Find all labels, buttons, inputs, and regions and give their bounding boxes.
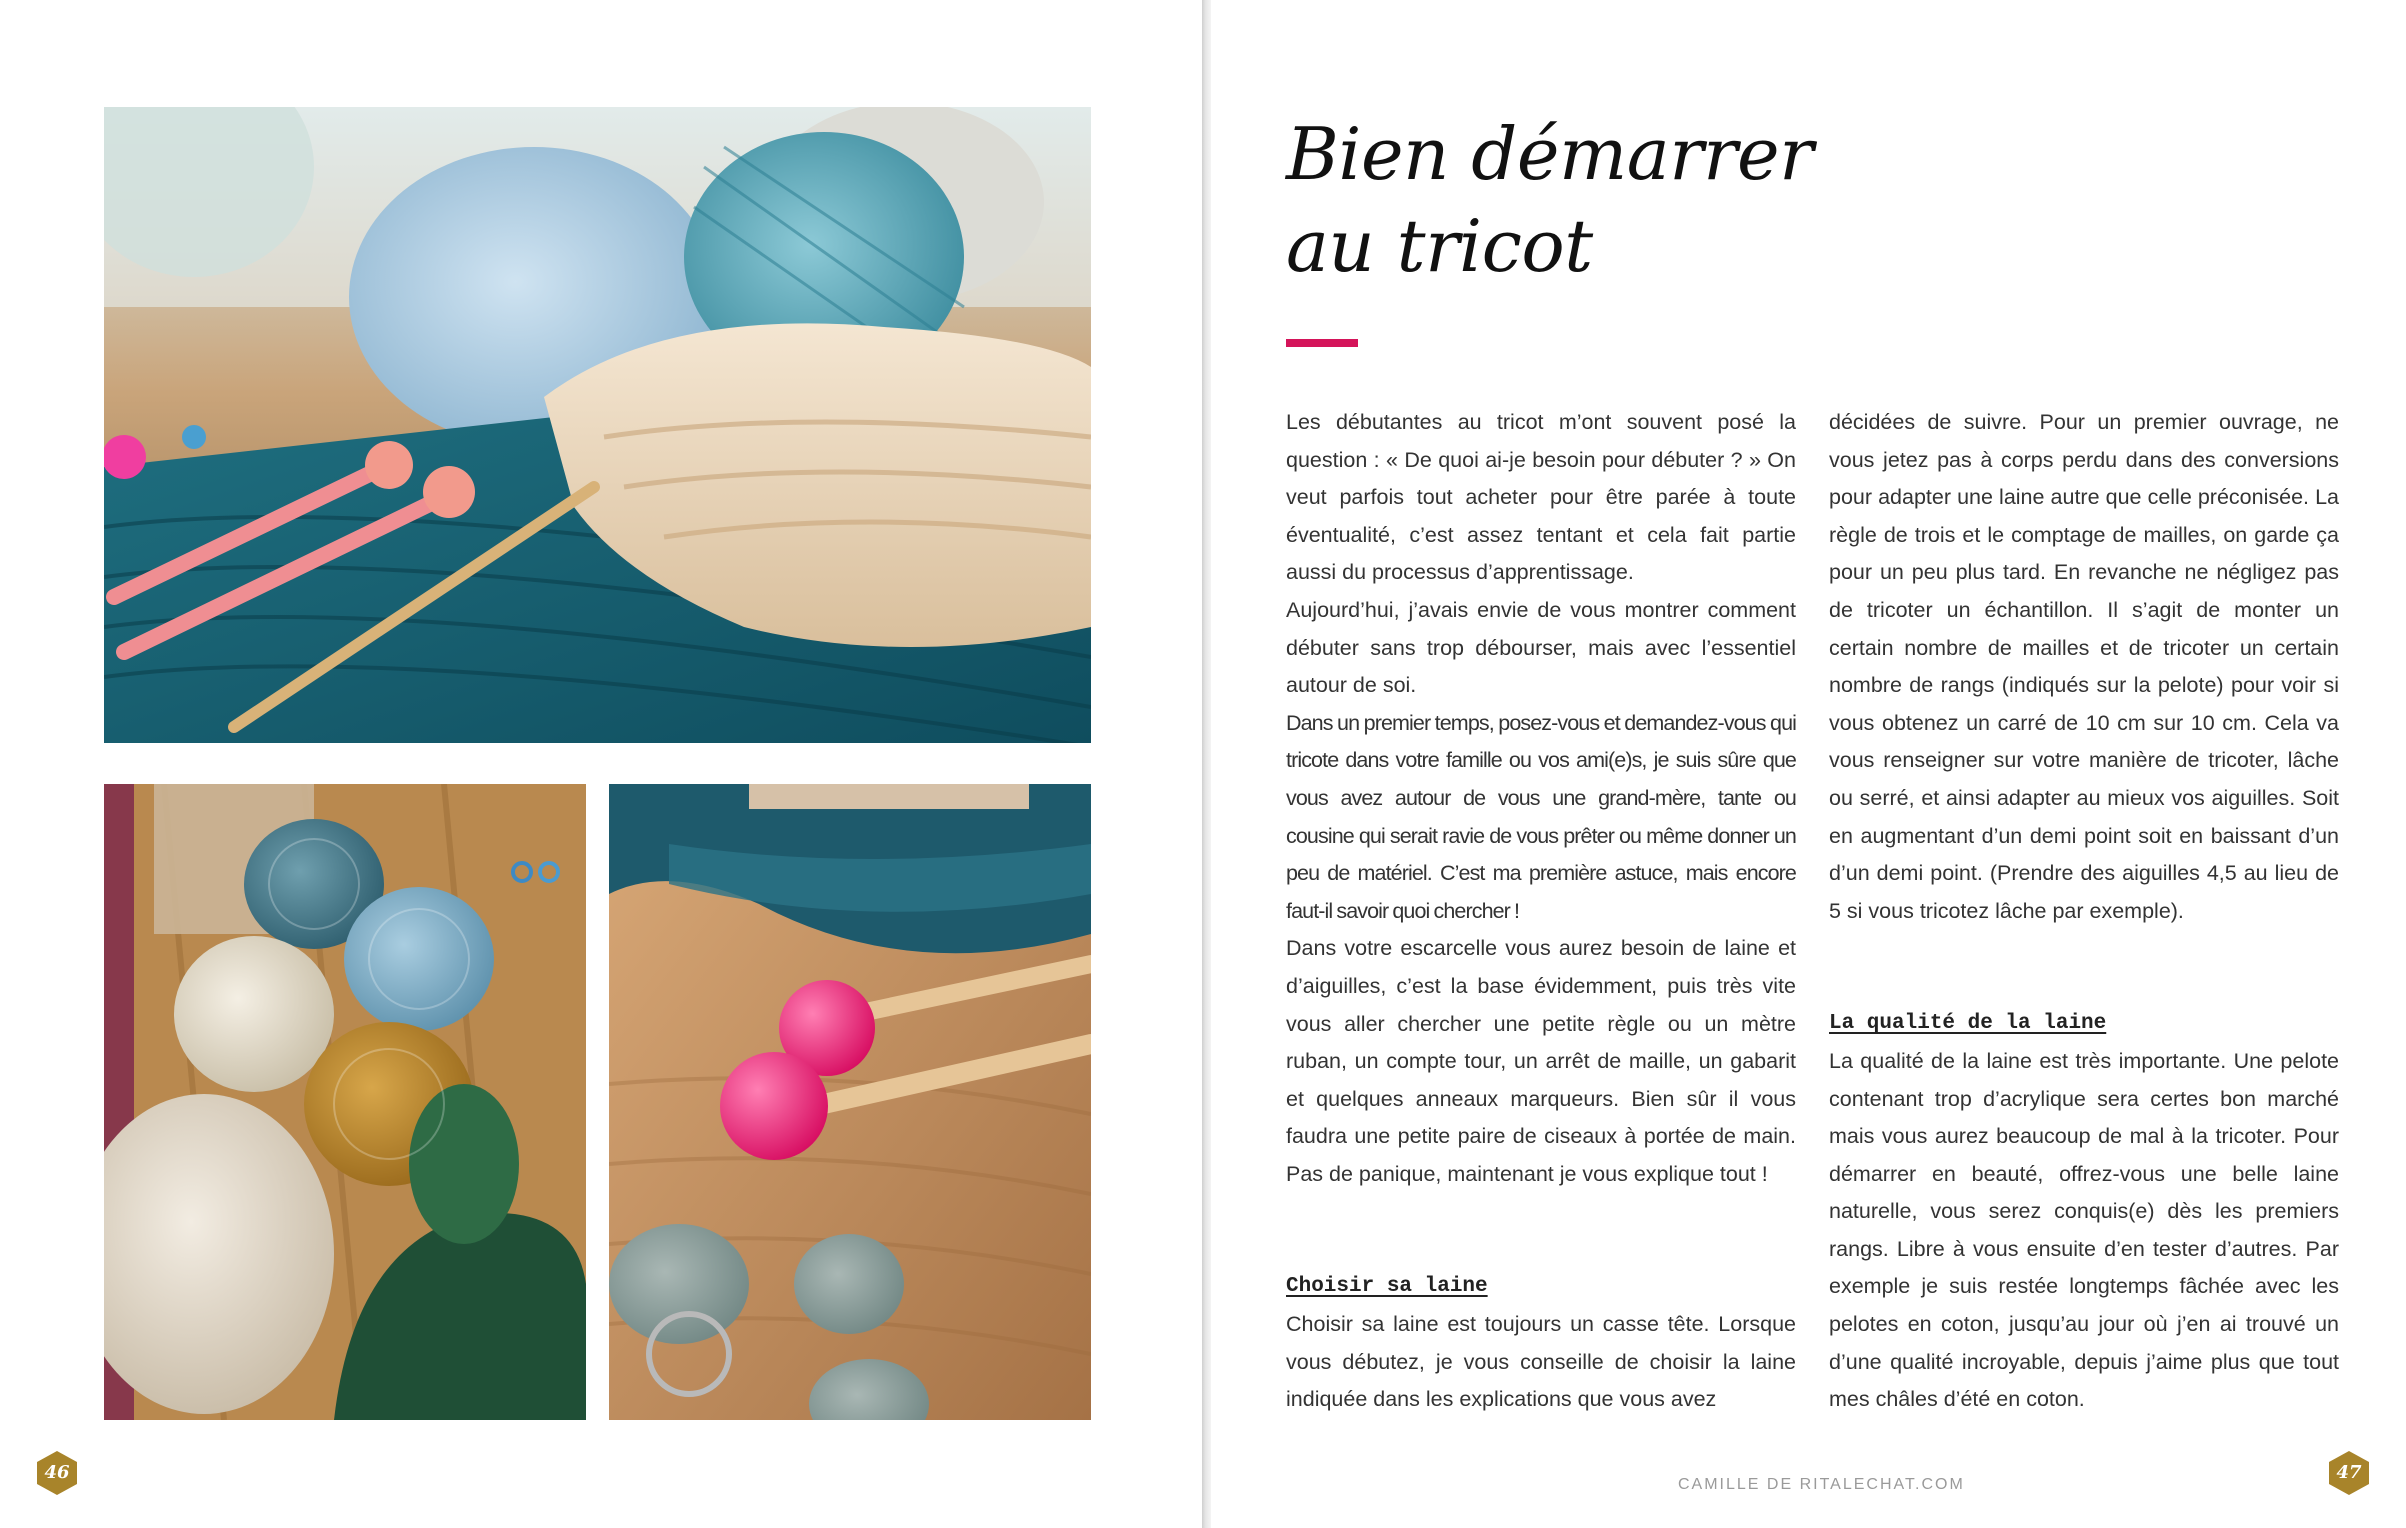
section-heading-qualite: La qualité de la laine (1829, 1012, 2107, 1036)
section2-text: La qualité de la laine est très importante. Une pelote contenant trop d’acrylique sera certes bon marché mais vous aurez beaucoup de mal à la tricoter. Pour démarrer en beauté, offrez-vous une belle laine naturelle, vous serez conquis(e) dès les premiers rangs. Libre à vous ensuite d’en tester d’autres. Par exemple je suis restée longtemps fâchée avec les pelotes en coton, jusqu’au jour où j’en ai trouvé un d’une qualité incroyable, depuis j’aime plus que tout mes châles d’été en coton. (1829, 1048, 2339, 1412)
page-number-left: 46 (44, 1462, 70, 1483)
knitting-needles-photo (104, 107, 1091, 743)
intro-paragraph-1: Les débutantes au tricot m’ont souvent posé la question : « De quoi ai-je besoin pour débuter ? » On veut parfois tout acheter pour être parée à toute éventualité, c’est assez tentant et cela fait partie aussi du processus d’apprentissage. (1286, 410, 1796, 585)
section-spacer (1286, 1193, 1796, 1268)
section-spacer (1829, 930, 2339, 1005)
intro-paragraph-4: Dans votre escarcelle vous aurez besoin de laine et d’aiguilles, c’est la base évidemment, puis très vite vous aller chercher une petite règle ou un mètre ruban, un compte tour, un arrêt de maille, un gabarit et quelques anneaux marqueurs. Bien sûr il vous faudra une petite paire de ciseaux à portée de main. Pas de panique, maintenant je vous explique tout ! (1286, 936, 1796, 1186)
yarn-balls-photo (104, 784, 586, 1420)
text-column-right (1829, 404, 2339, 1419)
section1-text-part1: Choisir sa laine est toujours un casse tête. Lorsque vous débutez, je vous conseille de choisir la laine indiquée dans les explications que vous avez (1286, 1312, 1796, 1412)
page-number-badge-right (2328, 1450, 2370, 1496)
yarn-balls-image (104, 784, 586, 1420)
title-line-1: Bien démarrer (1286, 112, 1814, 196)
section1-text-part2: décidées de suivre. Pour un premier ouvrage, ne vous jetez pas à corps perdu dans des conversions pour adapter une laine autre que celle préconisée. La règle de trois et le comptage de mailles, on garde ça pour un peu plus tard. En revanche ne négligez pas de tricoter un échantillon. Il s’agit de monter un certain nombre de mailles et de tricoter un certain nombre de rangs (indiqués sur la pelote) pour voir si vous obtenez un carré de 10 cm sur 10 cm. Cela va vous renseigner sur votre manière de tricoter, lâche ou serré, et ainsi adapter au mieux vos aiguilles. Soit en augmentant d’un demi point soit en baissant d’un d’un demi point. (Prendre des aiguilles 4,5 au lieu de 5 si vous tricotez lâche par exemple). (1829, 410, 2339, 923)
left-page (0, 0, 1202, 1528)
section-heading-choisir: Choisir sa laine (1286, 1275, 1488, 1299)
knitting-needles-image (104, 107, 1091, 743)
page-number-right: 47 (2336, 1462, 2362, 1483)
intro-paragraph-2: Aujourd’hui, j’avais envie de vous montrer comment débuter sans trop débourser, mais avec l’essentiel autour de soi. (1286, 597, 1796, 698)
article-title (1286, 108, 1813, 292)
text-column-left (1286, 404, 1796, 1419)
page-number-badge-left (36, 1450, 78, 1496)
intro-paragraph-3: Dans un premier temps, posez-vous et demandez-vous qui tricote dans votre famille ou vos ami(e)s, je suis sûre que vous avez autour de vous une grand-mère, tante ou cousine qui serait ravie de vous prêter ou même donner un peu de matériel. C’est ma première astuce, mais encore faut-il savoir quoi chercher ! (1286, 710, 1796, 923)
title-line-2: au tricot (1286, 204, 1593, 288)
pink-needles-image (609, 784, 1091, 1420)
title-accent-rule (1286, 339, 1358, 347)
pink-needles-photo (609, 784, 1091, 1420)
footer-credit: CAMILLE DE RITALECHAT.COM (1678, 1476, 1965, 1493)
book-spine (1202, 0, 1211, 1528)
